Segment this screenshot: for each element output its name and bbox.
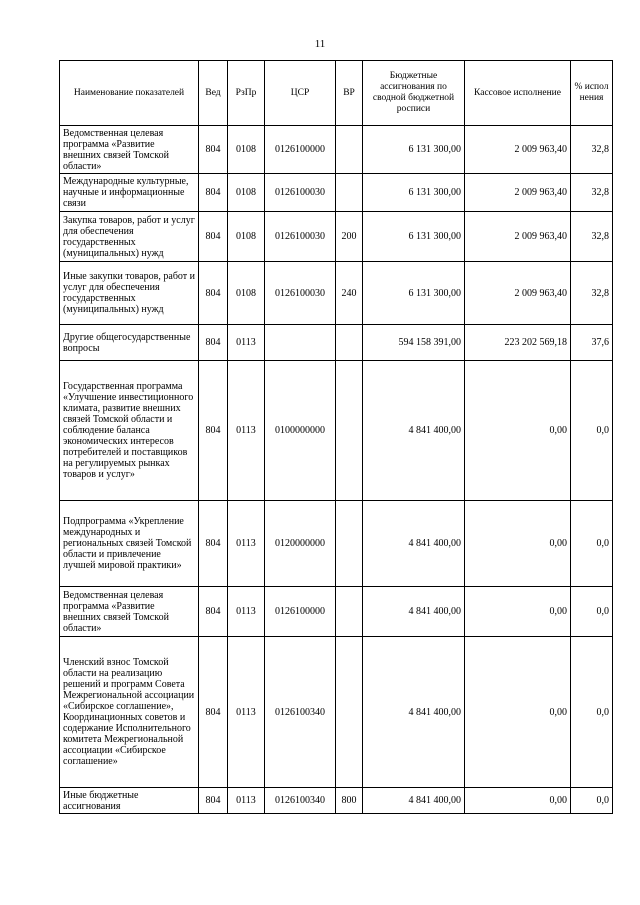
cell-vr: 200: [336, 212, 363, 262]
cell-ved: 804: [199, 212, 228, 262]
table-row: [60, 174, 613, 212]
cell-percent: 32,8: [571, 262, 613, 325]
cell-vr: [336, 587, 363, 637]
cell-percent: 0,0: [571, 501, 613, 587]
cell-rzpr: 0108: [228, 262, 265, 325]
cell-cash: 2 009 963,40: [465, 212, 571, 262]
header-name: Наименование показателей: [60, 61, 199, 126]
cell-name: Закупка товаров, работ и услуг для обеспечения государственных (муниципальных) нужд: [60, 212, 199, 262]
cell-name: Членский взнос Томской области на реализацию решений и программ Совета Межрегиональной ассоциации «Сибирское соглашение», Координационных советов и содержание Исполнительного комитета Межрегиональной ассоциации «Сибирское соглашение»: [60, 637, 199, 788]
cell-vr: [336, 361, 363, 501]
cell-cash: 2 009 963,40: [465, 262, 571, 325]
cell-cash: 2 009 963,40: [465, 126, 571, 174]
header-budget: Бюджетные ассигнования по сводной бюджетной росписи: [363, 61, 465, 126]
cell-percent: 37,6: [571, 325, 613, 361]
cell-percent: 0,0: [571, 587, 613, 637]
cell-vr: [336, 501, 363, 587]
table-row: [60, 126, 613, 174]
cell-percent: 32,8: [571, 126, 613, 174]
table-row: [60, 501, 613, 587]
cell-rzpr: 0108: [228, 212, 265, 262]
cell-csr: 0120000000: [265, 501, 336, 587]
cell-rzpr: 0113: [228, 325, 265, 361]
cell-budget: 4 841 400,00: [363, 501, 465, 587]
cell-cash: 2 009 963,40: [465, 174, 571, 212]
cell-cash: 0,00: [465, 361, 571, 501]
header-vr: ВР: [336, 61, 363, 126]
cell-csr: 0126100340: [265, 788, 336, 814]
cell-csr: 0126100000: [265, 587, 336, 637]
table-row: [60, 262, 613, 325]
table-row: [60, 361, 613, 501]
cell-percent: 32,8: [571, 212, 613, 262]
cell-csr: 0126100030: [265, 262, 336, 325]
header-row: [60, 61, 613, 126]
cell-csr: [265, 325, 336, 361]
table-row: [60, 212, 613, 262]
cell-cash: 0,00: [465, 587, 571, 637]
cell-csr: 0126100030: [265, 174, 336, 212]
table-row: [60, 325, 613, 361]
cell-rzpr: 0113: [228, 788, 265, 814]
cell-ved: 804: [199, 587, 228, 637]
cell-ved: 804: [199, 501, 228, 587]
cell-rzpr: 0108: [228, 174, 265, 212]
cell-budget: 6 131 300,00: [363, 126, 465, 174]
cell-budget: 594 158 391,00: [363, 325, 465, 361]
cell-cash: 0,00: [465, 501, 571, 587]
cell-budget: 4 841 400,00: [363, 637, 465, 788]
cell-cash: 223 202 569,18: [465, 325, 571, 361]
cell-budget: 6 131 300,00: [363, 262, 465, 325]
cell-name: Международные культурные, научные и информационные связи: [60, 174, 199, 212]
cell-name: Иные бюджетные ассигнования: [60, 788, 199, 814]
header-percent: % испол нения: [571, 61, 613, 126]
cell-name: Ведомственная целевая программа «Развитие внешних связей Томской области»: [60, 587, 199, 637]
table-row: [60, 587, 613, 637]
cell-budget: 6 131 300,00: [363, 212, 465, 262]
cell-csr: 0126100030: [265, 212, 336, 262]
cell-cash: 0,00: [465, 637, 571, 788]
cell-budget: 6 131 300,00: [363, 174, 465, 212]
header-cash: Кассовое исполнение: [465, 61, 571, 126]
cell-vr: [336, 325, 363, 361]
budget-table: [59, 60, 613, 814]
cell-name: Подпрограмма «Укрепление международных и региональных связей Томской области и привлечение лучшей мировой практики»: [60, 501, 199, 587]
cell-ved: 804: [199, 262, 228, 325]
header-rzpr: РзПр: [228, 61, 265, 126]
cell-cash: 0,00: [465, 788, 571, 814]
cell-name: Иные закупки товаров, работ и услуг для обеспечения государственных (муниципальных) нужд: [60, 262, 199, 325]
cell-rzpr: 0113: [228, 587, 265, 637]
cell-percent: 0,0: [571, 788, 613, 814]
cell-budget: 4 841 400,00: [363, 361, 465, 501]
cell-csr: 0126100340: [265, 637, 336, 788]
table-row: [60, 637, 613, 788]
cell-csr: 0126100000: [265, 126, 336, 174]
cell-csr: 0100000000: [265, 361, 336, 501]
cell-name: Другие общегосударственные вопросы: [60, 325, 199, 361]
cell-percent: 32,8: [571, 174, 613, 212]
cell-ved: 804: [199, 325, 228, 361]
cell-ved: 804: [199, 788, 228, 814]
cell-vr: [336, 637, 363, 788]
cell-vr: [336, 126, 363, 174]
cell-ved: 804: [199, 174, 228, 212]
table-row: [60, 788, 613, 814]
cell-ved: 804: [199, 126, 228, 174]
cell-percent: 0,0: [571, 361, 613, 501]
cell-ved: 804: [199, 637, 228, 788]
cell-percent: 0,0: [571, 637, 613, 788]
header-csr: ЦСР: [265, 61, 336, 126]
header-ved: Вед: [199, 61, 228, 126]
cell-rzpr: 0113: [228, 361, 265, 501]
cell-vr: 800: [336, 788, 363, 814]
cell-rzpr: 0108: [228, 126, 265, 174]
cell-budget: 4 841 400,00: [363, 788, 465, 814]
cell-name: Ведомственная целевая программа «Развитие внешних связей Томской области»: [60, 126, 199, 174]
cell-vr: [336, 174, 363, 212]
cell-rzpr: 0113: [228, 501, 265, 587]
cell-name: Государственная программа «Улучшение инвестиционного климата, развитие внешних связей Томской области и соблюдение баланса экономических интересов потребителей и поставщиков на регулируемых рынках товаров и услуг»: [60, 361, 199, 501]
cell-budget: 4 841 400,00: [363, 587, 465, 637]
cell-ved: 804: [199, 361, 228, 501]
page-number: 11: [314, 38, 326, 50]
cell-vr: 240: [336, 262, 363, 325]
cell-rzpr: 0113: [228, 637, 265, 788]
